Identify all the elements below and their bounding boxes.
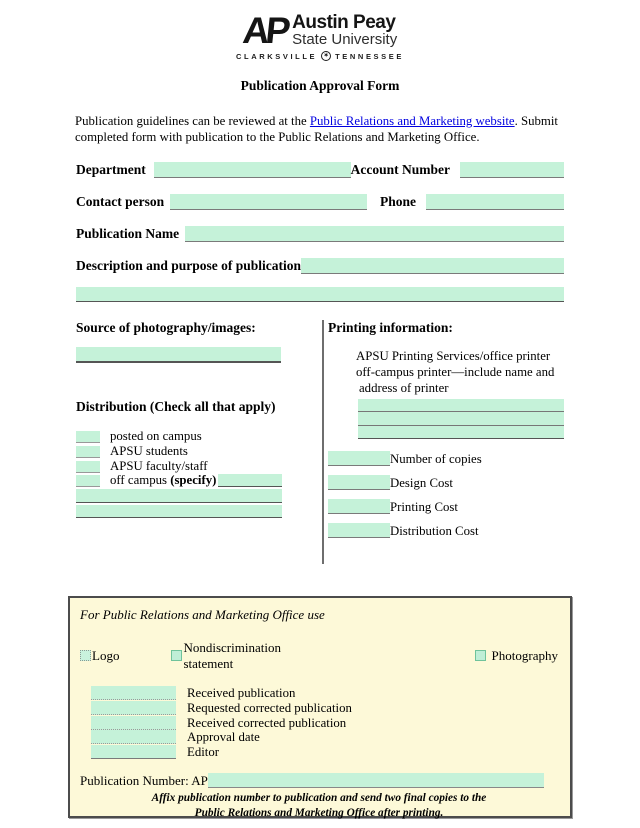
tagline-clarksville: CLARKSVILLE: [236, 51, 318, 61]
logo-star-icon: ✶: [321, 51, 331, 61]
photography-checkbox-group: [475, 648, 558, 664]
distribution-heading: Distribution (Check all that apply): [76, 398, 276, 414]
dist-item-off-campus: [76, 473, 282, 488]
number-of-copies-input[interactable]: [328, 451, 390, 466]
phone-input[interactable]: [426, 194, 564, 210]
printer-input-line3[interactable]: [358, 426, 564, 440]
printing-cost-row: [328, 499, 564, 514]
photo-source-input[interactable]: [76, 347, 281, 363]
department-label: Department: [76, 161, 146, 177]
distribution-cost-input[interactable]: [328, 523, 390, 538]
cost-rows: [328, 451, 564, 538]
office-checkbox-row: [80, 640, 558, 672]
contact-row: [76, 192, 564, 210]
requested-corrected-row: [80, 700, 558, 715]
publication-number-row: [80, 772, 558, 788]
left-column: [76, 320, 302, 566]
photography-checkbox-label: Photography: [491, 647, 558, 663]
off-campus-extra-line2[interactable]: [76, 505, 282, 519]
photography-checkbox[interactable]: [475, 650, 486, 661]
apsu-faculty-staff-label: APSU faculty/staff: [110, 458, 208, 473]
approval-date-label: Approval date: [187, 730, 260, 745]
apsu-students-checkbox[interactable]: [76, 446, 100, 458]
publication-number-label: Publication Number: AP: [80, 772, 208, 788]
design-cost-label: Design Cost: [390, 476, 453, 491]
off-campus-specify-label: (specify): [170, 473, 217, 488]
received-publication-row: [80, 686, 558, 701]
posted-on-campus-label: posted on campus: [110, 429, 202, 444]
column-divider: [322, 320, 324, 564]
received-publication-input[interactable]: [91, 686, 176, 700]
approval-date-input[interactable]: [91, 730, 176, 744]
distribution-list: [76, 429, 282, 487]
publication-name-label: Publication Name: [76, 225, 180, 241]
received-corrected-label: Received corrected publication: [187, 715, 347, 730]
apsu-faculty-staff-checkbox[interactable]: [76, 461, 100, 473]
account-number-input[interactable]: [460, 162, 564, 178]
printer-name-fields: [358, 399, 564, 440]
middle-section: [76, 320, 564, 566]
university-logo: [236, 9, 404, 61]
publication-number-input[interactable]: [208, 773, 544, 788]
footnote-line2: Public Relations and Marketing Office after printing.: [194, 806, 444, 819]
department-row: [76, 160, 564, 178]
dist-item-posted-on-campus: [76, 429, 282, 444]
nondiscrimination-checkbox[interactable]: [171, 650, 182, 661]
printing-option-line3: address of printer: [359, 380, 449, 395]
received-corrected-input[interactable]: [91, 716, 176, 730]
printing-info-heading: Printing information:: [328, 319, 453, 335]
marketing-website-link[interactable]: Public Relations and Marketing website: [309, 113, 515, 128]
publication-name-row: [76, 224, 564, 242]
logo-tagline: [236, 51, 404, 61]
off-campus-specify-input[interactable]: [218, 474, 282, 487]
nondiscrimination-checkbox-label: Nondiscrimination statement: [183, 639, 281, 671]
office-use-box: [68, 596, 572, 818]
contact-person-input[interactable]: [170, 194, 367, 210]
intro-text-before: Publication guidelines can be reviewed at the: [75, 113, 310, 128]
printing-cost-input[interactable]: [328, 499, 390, 514]
distribution-cost-label: Distribution Cost: [390, 524, 479, 539]
phone-label: Phone: [379, 193, 416, 209]
ap-monogram-icon: AP: [240, 9, 289, 51]
off-campus-checkbox[interactable]: [76, 475, 100, 487]
tagline-tennessee: TENNESSEE: [335, 51, 404, 61]
received-publication-label: Received publication: [187, 686, 296, 701]
logo-checkbox-label: Logo: [92, 647, 120, 663]
logo-name-line1: Austin Peay: [292, 12, 396, 33]
affix-footnote: [80, 791, 558, 821]
department-input[interactable]: [154, 162, 351, 178]
description-label: Description and purpose of publication: [76, 257, 302, 273]
office-use-heading: For Public Relations and Marketing Office use: [80, 606, 325, 622]
page-title: Publication Approval Form: [240, 77, 400, 93]
intro-text-after: . Submit completed form with publication to the Public Relations and Marketing Office.: [75, 113, 558, 145]
received-corrected-row: [80, 715, 558, 730]
posted-on-campus-checkbox[interactable]: [76, 431, 100, 443]
intro-paragraph: [75, 113, 565, 146]
logo-name-line2: State University: [292, 31, 398, 48]
printing-cost-label: Printing Cost: [390, 500, 458, 515]
apsu-students-label: APSU students: [110, 443, 188, 458]
dist-item-apsu-faculty-staff: [76, 458, 282, 473]
editor-label: Editor: [187, 744, 219, 759]
description-input-line2[interactable]: [76, 287, 564, 302]
logo-checkbox[interactable]: [80, 650, 91, 661]
office-date-rows: [80, 686, 558, 759]
nondiscrimination-checkbox-group: [171, 640, 316, 672]
design-cost-row: [328, 475, 564, 490]
printer-input-line1[interactable]: [358, 399, 564, 413]
description-input-line1[interactable]: [301, 258, 564, 274]
design-cost-input[interactable]: [328, 475, 390, 490]
requested-corrected-input[interactable]: [91, 701, 176, 715]
publication-name-input[interactable]: [185, 226, 564, 242]
photo-source-heading: Source of photography/images:: [76, 319, 256, 335]
number-of-copies-label: Number of copies: [390, 452, 482, 467]
footnote-line1: Affix publication number to publication and send two final copies to the: [151, 791, 487, 804]
logo-checkbox-group: [80, 648, 119, 664]
printer-input-line2[interactable]: [358, 412, 564, 426]
off-campus-extra-line1[interactable]: [76, 489, 282, 503]
printing-option-line1: APSU Printing Services/office printer: [356, 348, 551, 363]
account-number-label: Account Number: [350, 161, 450, 177]
dist-item-apsu-students: [76, 443, 282, 458]
contact-person-label: Contact person: [76, 193, 165, 209]
off-campus-label: off campus: [110, 473, 171, 488]
number-of-copies-row: [328, 451, 564, 466]
printing-option-line2: off-campus printer—include name and: [356, 364, 555, 379]
approval-date-row: [80, 730, 558, 745]
printing-options-text: [356, 349, 564, 397]
editor-row: [80, 744, 558, 759]
distribution-cost-row: [328, 523, 564, 538]
requested-corrected-label: Requested corrected publication: [187, 700, 352, 715]
header: [0, 0, 640, 94]
right-column: [302, 320, 564, 566]
editor-input[interactable]: [91, 745, 176, 759]
form-fields-section: [76, 160, 564, 302]
description-row: [76, 256, 564, 274]
